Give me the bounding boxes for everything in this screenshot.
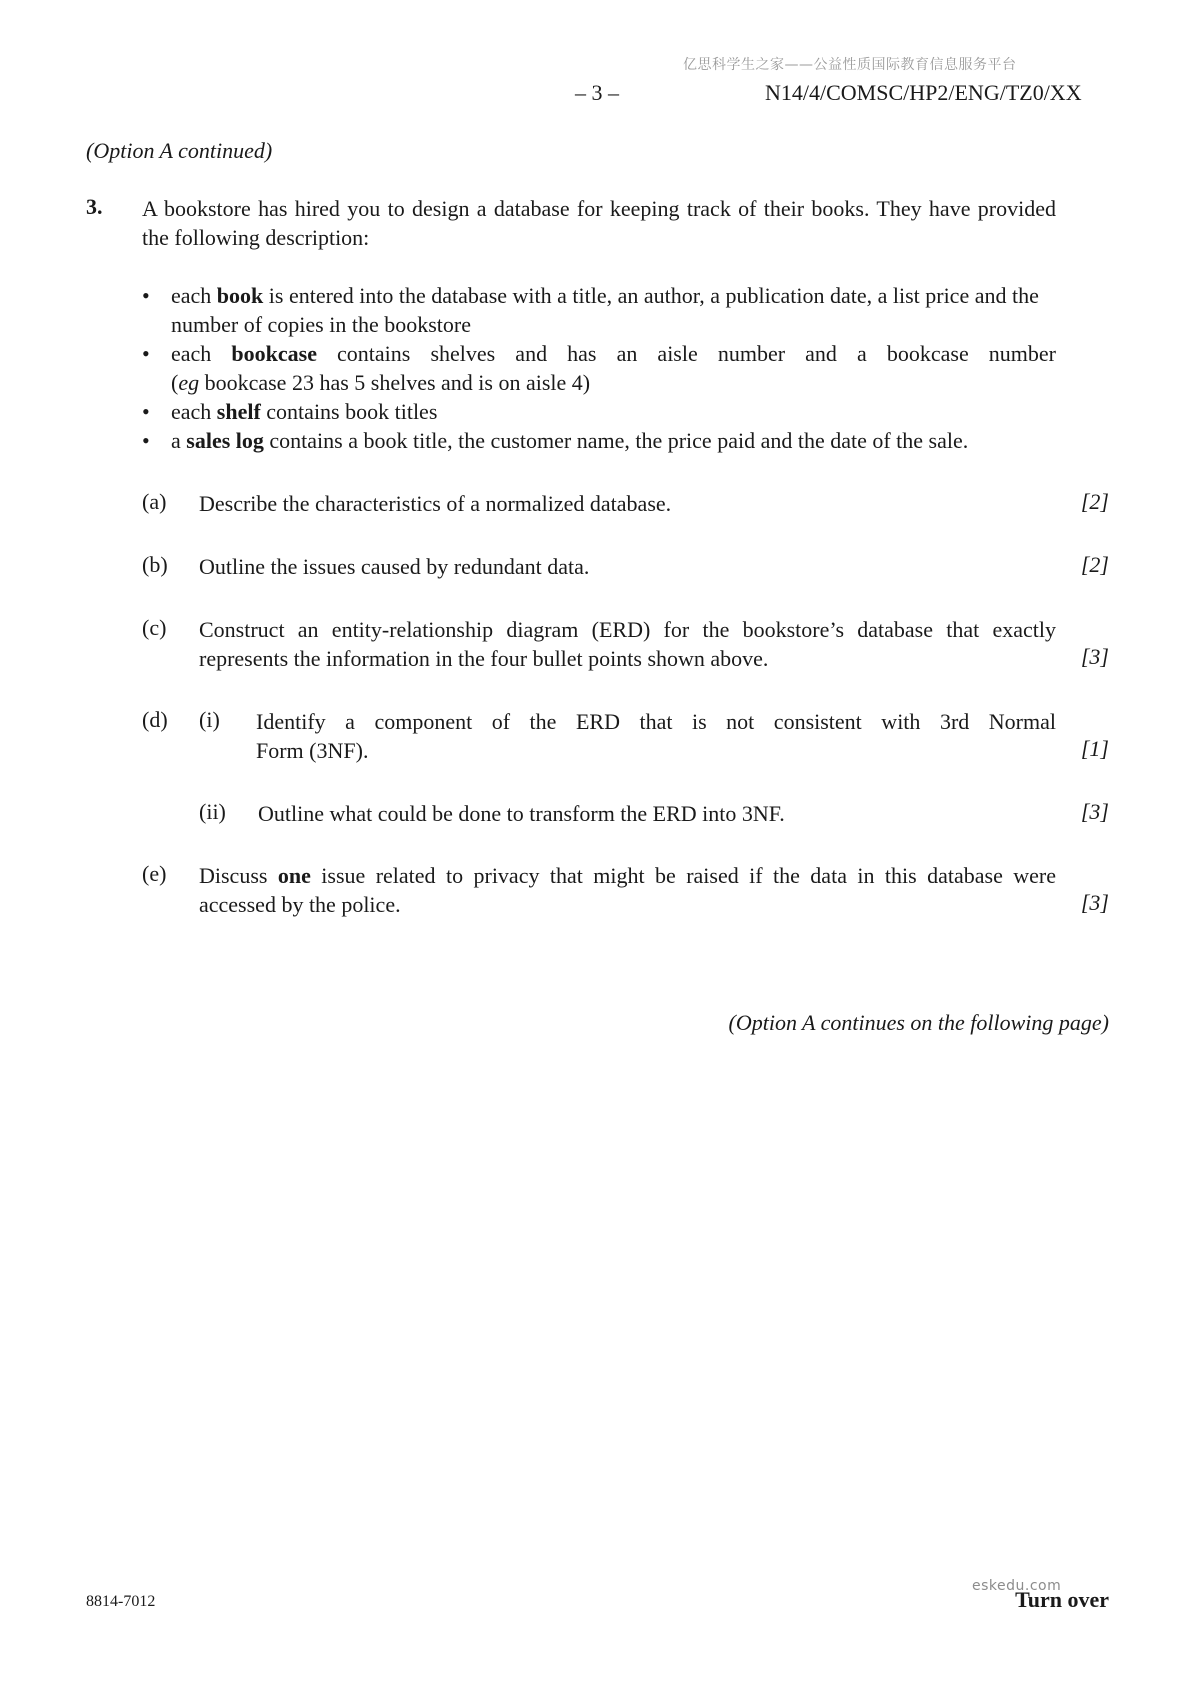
bullet-keyword: book: [216, 283, 264, 308]
part-a-marks: [2]: [1080, 489, 1109, 514]
part-c-text: Construct an entity-relationship diagram (ERD) for the bookstore’s database that exactly represents the information in the four bullet points shown above.: [199, 617, 1056, 671]
part-d-label: (d): [142, 707, 168, 732]
part-d-ii-marks: [3]: [1080, 799, 1109, 824]
question-intro: A bookstore has hired you to design a database for keeping track of their books. They have provided the following description:: [142, 196, 1056, 250]
turn-over-label: Turn over: [1015, 1587, 1109, 1612]
part-e-label: (e): [142, 861, 167, 886]
part-e-text: Discuss one issue related to privacy that might be raised if the data in this database were accessed by the police.: [199, 863, 1056, 917]
page-number: – 3 –: [575, 80, 619, 105]
part-d-i-marks: [1]: [1080, 736, 1109, 761]
part-a-text: Describe the characteristics of a normalized database.: [199, 491, 672, 516]
bullet-icon: •: [142, 341, 150, 366]
bullet-sales-log: • a sales log contains a book title, the customer name, the price paid and the date of the sale.: [142, 428, 969, 453]
part-e-keyword: one: [277, 863, 311, 888]
bullet-icon: •: [142, 283, 150, 308]
footer-watermark: eskedu.com: [972, 1578, 1062, 1594]
bullet-shelf: • each shelf contains book titles: [142, 399, 438, 424]
bullet-keyword: shelf: [216, 399, 261, 424]
option-continued-label: (Option A continued): [86, 138, 273, 163]
part-d-ii-text: Outline what could be done to transform the ERD into 3NF.: [258, 801, 785, 826]
bullet-bookcase: • each bookcase contains shelves and has an aisle number and a bookcase number (eg bookcase 23 has 5 shelves and is on aisle 4): [142, 341, 1056, 395]
bullet-eg: eg: [178, 370, 200, 395]
bullet-icon: •: [142, 428, 150, 453]
description-bullet-list: [142, 281, 1056, 455]
part-a-label: (a): [142, 489, 167, 514]
part-e-marks: [3]: [1080, 890, 1109, 915]
footer-code: 8814-7012: [86, 1593, 156, 1610]
bullet-keyword: sales log: [186, 428, 264, 453]
part-c-marks: [3]: [1080, 644, 1109, 669]
bullet-keyword: bookcase: [231, 341, 317, 366]
part-b-marks: [2]: [1080, 552, 1109, 577]
part-b-label: (b): [142, 552, 168, 577]
bullet-icon: •: [142, 399, 150, 424]
part-d-ii-label: (ii): [199, 799, 226, 824]
part-c-label: (c): [142, 615, 167, 640]
part-d-i-text: Identify a component of the ERD that is not consistent with 3rd Normal Form (3NF).: [256, 709, 1056, 763]
continues-note: (Option A continues on the following page): [728, 1010, 1109, 1035]
question-number: 3.: [86, 194, 103, 219]
part-d-i-label: (i): [199, 707, 220, 732]
paper-code: N14/4/COMSC/HP2/ENG/TZ0/XX: [765, 80, 1082, 105]
header-watermark: 亿思科学生之家——公益性质国际教育信息服务平台: [683, 57, 1017, 73]
bullet-book: • each book is entered into the database with a title, an author, a publication date, a list price and the number of copies in the bookstore: [142, 283, 1039, 337]
part-b-text: Outline the issues caused by redundant data.: [199, 554, 590, 579]
